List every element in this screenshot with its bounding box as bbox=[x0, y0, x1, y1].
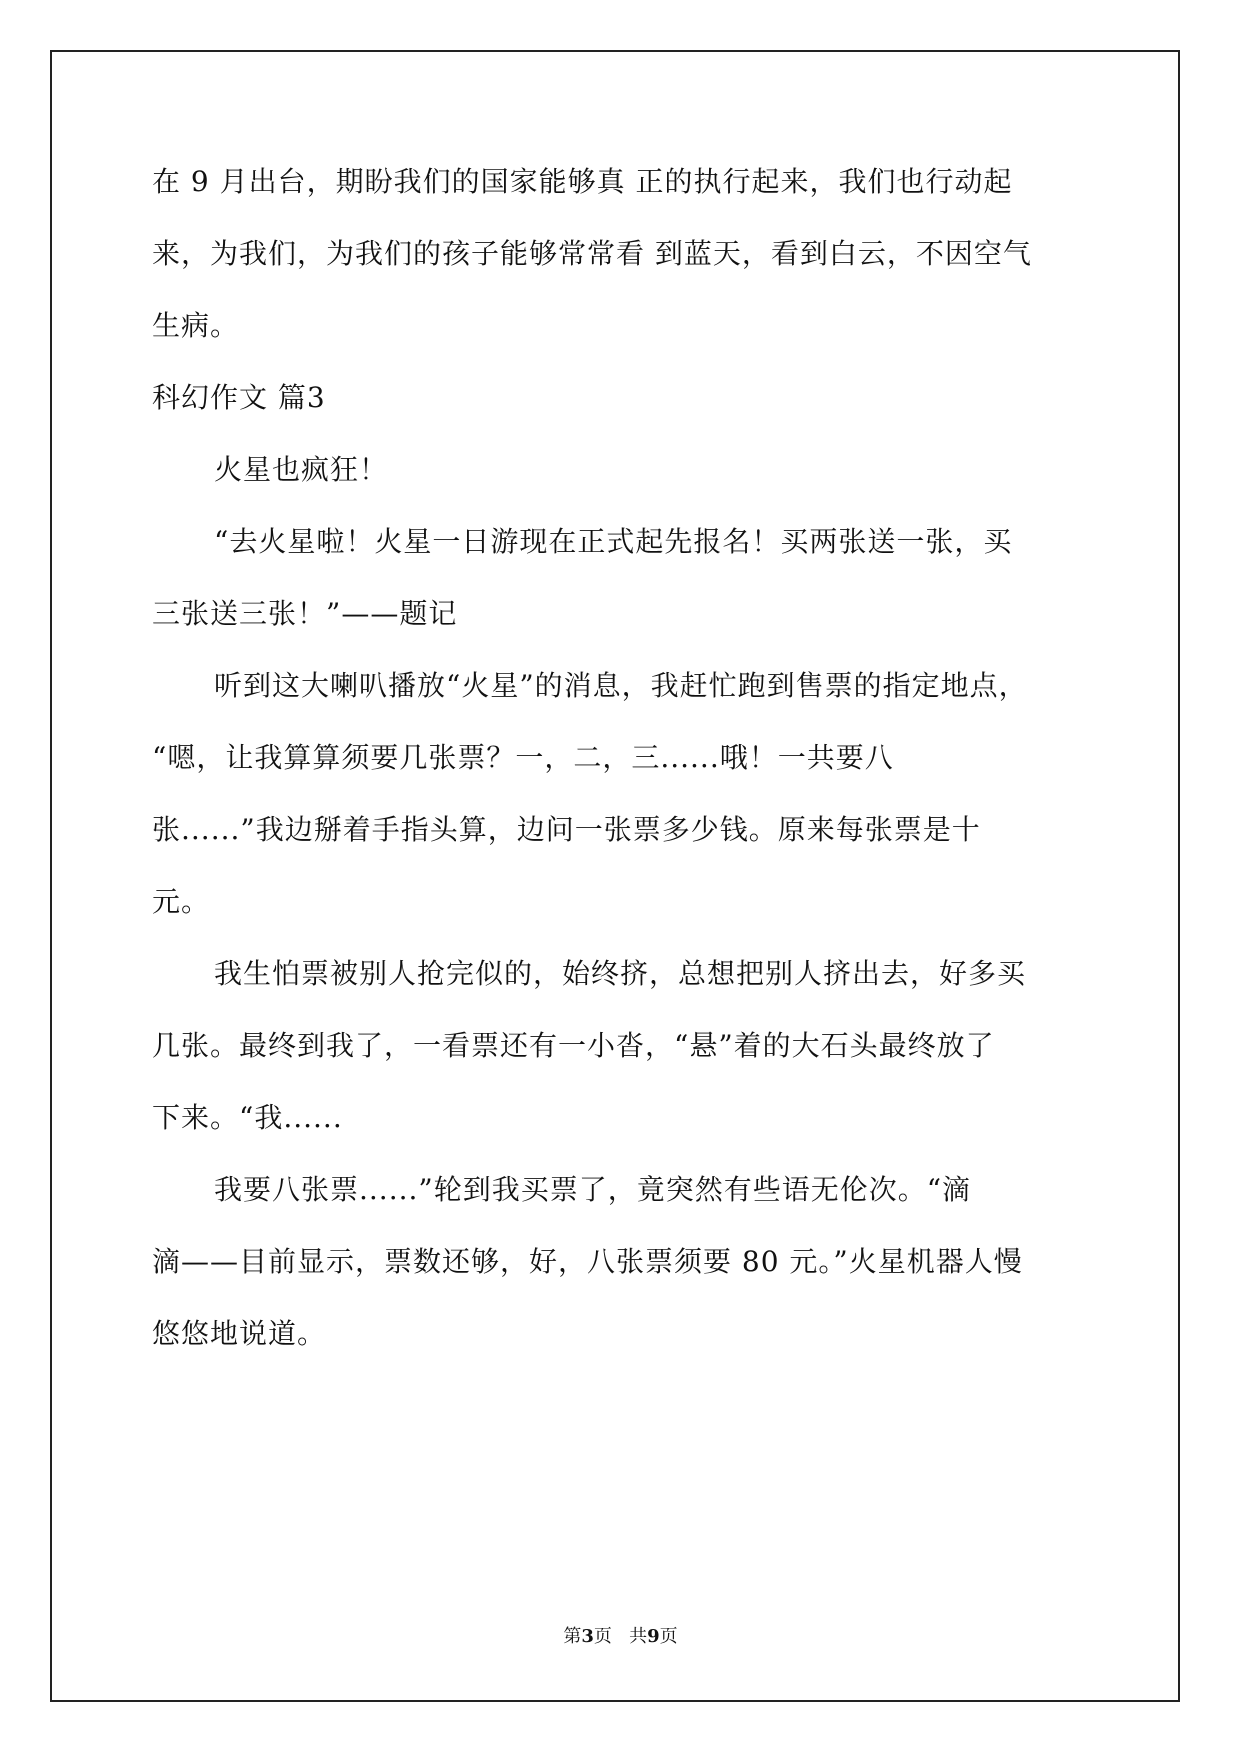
text-line: “去火星啦！火星一日游现在正式起先报名！买两张送一张，买 bbox=[214, 525, 1013, 558]
footer-mid: 页 共 bbox=[593, 1626, 648, 1647]
page-border bbox=[50, 50, 1180, 1702]
total-page-number: 9 bbox=[647, 1626, 660, 1647]
text-line: 在 9 月出台，期盼我们的国家能够真 正的执行起来，我们也行动起 bbox=[152, 165, 1013, 198]
current-page-number: 3 bbox=[581, 1626, 594, 1647]
section-heading: 科幻作文 篇3 bbox=[152, 381, 326, 414]
essay-title: 火星也疯狂！ bbox=[214, 453, 389, 486]
text-line: 听到这大喇叭播放“火星”的消息，我赶忙跑到售票的指定地点， bbox=[214, 669, 1028, 702]
page-footer bbox=[0, 1625, 1241, 1649]
text-line: 几张。最终到我了，一看票还有一小沓，“悬”着的大石头最终放了 bbox=[152, 1029, 995, 1062]
text-line: 悠悠地说道。 bbox=[152, 1317, 327, 1350]
text-line: 生病。 bbox=[152, 309, 240, 342]
text-line: 下来。“我...... bbox=[152, 1101, 343, 1134]
text-line: “嗯，让我算算须要几张票？一，二，三......哦！一共要八 bbox=[152, 741, 894, 774]
footer-prefix: 第 bbox=[563, 1626, 582, 1647]
text-line: 元。 bbox=[152, 885, 211, 918]
text-line: 我生怕票被别人抢完似的，始终挤，总想把别人挤出去，好多买 bbox=[214, 957, 1027, 990]
text-line: 滴——目前显示，票数还够，好，八张票须要 80 元。”火星机器人慢 bbox=[152, 1245, 1023, 1278]
text-line: 三张送三张！”——题记 bbox=[152, 597, 458, 630]
text-line: 张......”我边掰着手指头算，边问一张票多少钱。原来每张票是十 bbox=[152, 813, 981, 846]
text-line: 我要八张票......”轮到我买票了，竟突然有些语无伦次。“滴 bbox=[214, 1173, 972, 1206]
text-line: 来，为我们，为我们的孩子能够常常看 到蓝天，看到白云，不因空气 bbox=[152, 237, 1032, 270]
footer-suffix: 页 bbox=[659, 1626, 678, 1647]
